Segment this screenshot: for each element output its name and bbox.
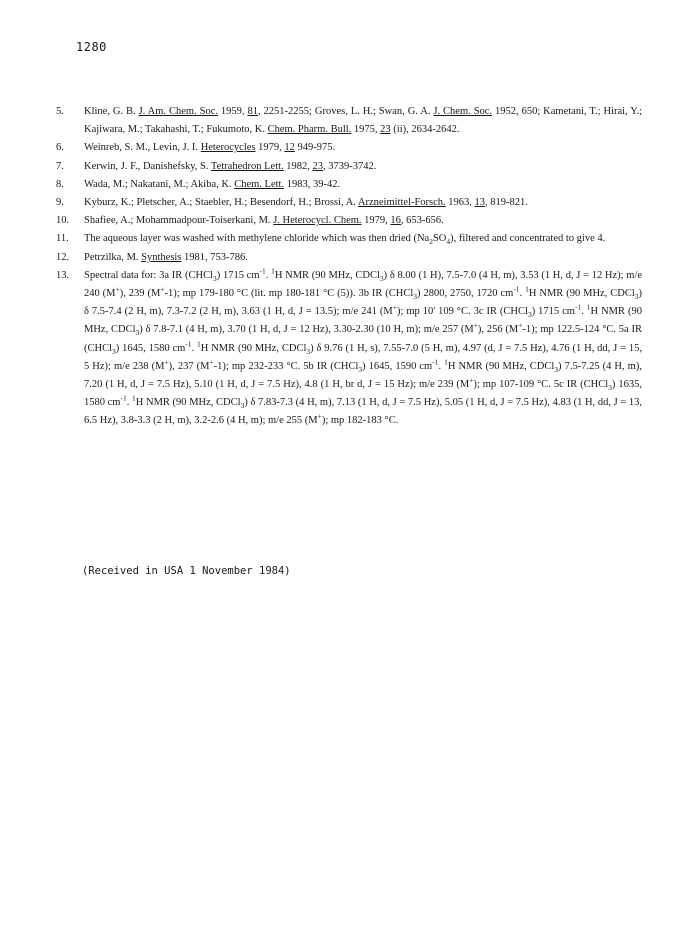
reference-text-segment: + <box>209 357 214 367</box>
reference-text-segment: + <box>164 357 169 367</box>
reference-text-segment: + <box>469 375 474 385</box>
journal-citation: 23 <box>312 160 324 172</box>
reference-text-segment: ); mp 107-109 °C. 5c IR (CHCl <box>473 379 609 391</box>
journal-citation: 16 <box>390 215 401 227</box>
reference-text-segment: -1 <box>513 284 520 294</box>
reference-text-segment: ), filtered and concentrated to give 4. <box>450 233 606 245</box>
reference-text-segment: 3 <box>413 292 418 302</box>
reference-item <box>56 103 642 139</box>
reference-text <box>84 230 642 248</box>
reference-text-segment: . <box>191 342 198 354</box>
reference-text-segment: ) δ 7.5-7.4 (2 H, m), 7.3-7.2 (2 H, m), 3.63 (1 H, d, J = 13.5); m/e 241 (M <box>84 288 643 318</box>
journal-citation: Chem. Lett. <box>234 178 285 190</box>
reference-text <box>84 249 642 267</box>
reference-text-segment: 1 <box>132 393 136 403</box>
reference-text <box>84 103 642 139</box>
reference-text-segment: 2 <box>429 237 433 247</box>
reference-text-segment: 3 <box>240 401 245 411</box>
reference-text-segment: 3 <box>527 310 532 320</box>
reference-text-segment: Weinreb, S. M., Levin, J. I. <box>84 142 201 154</box>
reference-text-segment: 1979, <box>255 142 285 154</box>
reference-item <box>56 212 642 230</box>
reference-number: 7. <box>56 160 64 172</box>
reference-item <box>56 249 642 267</box>
journal-citation: Tetrahedron Lett. <box>210 160 284 172</box>
reference-number: 13. <box>56 269 70 281</box>
reference-text-segment: , 653-656. <box>400 215 444 227</box>
reference-text-segment: Petrzilka, M. <box>84 251 142 263</box>
reference-text-segment: Kline, G. B. <box>84 106 139 117</box>
journal-citation: 23 <box>380 124 391 136</box>
reference-text-segment: . <box>265 269 272 281</box>
reference-text-segment: 1952, 650; Kametani, T.; Hirai, Y.; Kajiwara, M.; Takahashi, T.; Fukumoto, K. <box>84 106 642 136</box>
reference-text-segment: H NMR (90 MHz, CDCl <box>447 360 555 372</box>
reference-text-segment: + <box>473 320 478 330</box>
reference-text-segment: 3 <box>634 292 639 302</box>
journal-citation: Heterocycles <box>200 142 256 154</box>
reference-number: 10. <box>56 215 70 227</box>
reference-item <box>56 230 642 248</box>
reference-text-segment: + <box>160 284 165 294</box>
reference-text-segment: -1 <box>574 302 582 312</box>
reference-text-segment: The aqueous layer was washed with methylene chloride which was then dried (Na <box>84 233 430 245</box>
reference-text-segment: ) 1635, 1580 cm <box>84 379 642 409</box>
reference-text-segment: -1); mp 232-233 °C. 5b IR (CHCl <box>213 360 359 372</box>
reference-text-segment: ) 1715 cm <box>531 306 575 318</box>
reference-text-segment: . <box>438 360 445 372</box>
reference-text-segment: H NMR (90 MHz, CDCl <box>84 306 642 336</box>
reference-text-segment: 949-975. <box>294 142 336 154</box>
reference-text-segment: 1981, 753-786. <box>181 251 248 263</box>
reference-text-segment: 1963, <box>445 197 475 209</box>
reference-text-segment: , 3739-3742. <box>323 160 377 172</box>
reference-item <box>56 158 642 176</box>
reference-text-segment: 3 <box>554 364 559 374</box>
reference-text-segment: 1 <box>586 302 591 312</box>
reference-text <box>84 139 642 157</box>
reference-text-segment: ), 237 (M <box>168 360 210 372</box>
reference-text <box>84 267 642 431</box>
reference-text-segment: , 819-821. <box>485 197 528 209</box>
reference-text-segment: 3 <box>306 346 311 356</box>
reference-text-segment: -1); mp 122.5-124 °C. 5a IR (CHCl <box>84 324 642 354</box>
reference-text-segment: H NMR (90 MHz, CDCl <box>135 397 241 409</box>
reference-text-segment: Shafiee, A.; Mohammadpour-Toiserkani, M. <box>84 215 274 227</box>
reference-text-segment: -1 <box>120 393 127 403</box>
reference-text-segment: -1 <box>432 357 439 367</box>
reference-text-segment: H NMR (90 MHz, CDCl <box>274 269 380 281</box>
reference-number: 12. <box>56 251 70 263</box>
reference-text-segment: ) δ 8.00 (1 H), 7.5-7.0 (4 H, m), 3.53 (1 H, d, J = 12 Hz); m/e 240 (M <box>84 269 643 300</box>
reference-text-segment: 1 <box>444 357 448 367</box>
reference-number: 9. <box>56 197 64 209</box>
reference-text-segment: Kyburz, K.; Pletscher, A.; Staebler, H.; Besendorf, H.; Brossi, A. <box>84 197 358 209</box>
reference-text-segment: ) 7.5-7.25 (4 H, m), 7.20 (1 H, d, J = 7.5 Hz), 5.10 (1 H, d, J = 7.5 Hz), 4.8 (1 H, br d, J = 15 Hz); m/e 239 (M <box>84 360 642 391</box>
reference-text-segment: ) 1715 cm <box>216 269 260 281</box>
reference-item <box>56 267 642 431</box>
reference-text-segment: 3 <box>135 328 140 338</box>
reference-item <box>56 176 642 194</box>
reference-text-segment: 1959, <box>217 106 248 117</box>
reference-text-segment: . <box>519 288 526 300</box>
reference-text-segment: 3 <box>358 364 363 374</box>
reference-text-segment: . <box>581 306 587 318</box>
reference-text-segment: 1983, 39-42. <box>284 178 341 190</box>
reference-text <box>84 158 642 176</box>
reference-text-segment: H NMR (90 MHz, CDCl <box>200 342 307 354</box>
journal-citation: 12 <box>284 142 295 154</box>
journal-citation: 81 <box>247 106 258 117</box>
reference-text-segment: , 2251-2255; Groves, L. H.; Swan, G. A. <box>257 106 434 117</box>
reference-text-segment: 4 <box>446 237 451 247</box>
reference-number: 8. <box>56 178 64 190</box>
journal-citation: 13 <box>474 197 486 209</box>
reference-item <box>56 194 642 212</box>
reference-list <box>56 103 642 431</box>
reference-text-segment: ); mp 182-183 °C. <box>321 415 399 427</box>
reference-text-segment: 1975, <box>351 124 381 136</box>
reference-text-segment: + <box>392 302 397 312</box>
reference-text-segment: ) δ 7.8-7.1 (4 H, m), 3.70 (1 H, d, J = 12 Hz), 3.30-2.30 (10 H, m); m/e 257 (M <box>139 324 474 336</box>
reference-text-segment: 3 <box>608 383 612 393</box>
reference-number: 6. <box>56 142 64 154</box>
reference-text-segment: Wada, M.; Nakatani, M.; Akiba, K. <box>84 178 235 190</box>
reference-text-segment: ); mp 10' 109 °C. 3c IR (CHCl <box>396 306 528 318</box>
reference-text-segment: 1 <box>197 339 201 349</box>
reference-item <box>56 139 642 157</box>
reference-text-segment: -1 <box>259 266 266 276</box>
reference-number: 5. <box>56 106 64 117</box>
reference-text-segment: + <box>518 320 523 330</box>
journal-citation: Chem. Pharm. Bull. <box>267 124 352 136</box>
reference-text-segment: 3 <box>379 273 384 283</box>
reference-text-segment: ) 1645, 1580 cm <box>115 342 186 354</box>
reference-text-segment: + <box>115 284 120 294</box>
reference-text-segment: -1); mp 179-180 °C (lit. mp 180-181 °C (5)). 3b IR (CHCl <box>164 288 414 300</box>
reference-text-segment: (ii), 2634-2642. <box>390 124 460 136</box>
reference-number: 11. <box>56 233 69 245</box>
reference-text-segment: 3 <box>112 346 116 356</box>
reference-text-segment: ) 2800, 2750, 1720 cm <box>417 288 514 300</box>
reference-text-segment: ) 1645, 1590 cm <box>362 360 433 372</box>
reference-text <box>84 212 642 230</box>
reference-text-segment: 1 <box>525 284 529 294</box>
reference-text-segment: 1 <box>271 266 275 276</box>
reference-text <box>84 194 642 212</box>
journal-citation: J. Heterocycl. Chem. <box>273 215 362 227</box>
reference-text-segment: ) δ 7.83-7.3 (4 H, m), 7.13 (1 H, d, J = 7.5 Hz), 5.05 (1 H, d, J = 7.5 Hz), 4.83 (1 H, dd, J = 13, 6.5 Hz), 3.8-3.3 (2 H, m), 3.2-2.6 (4 H, m); m/e 255 (M <box>84 397 643 427</box>
reference-text-segment: Spectral data for: 3a IR (CHCl <box>84 269 213 281</box>
reference-text-segment: Kerwin, J. F., Danishefsky, S. <box>84 160 211 172</box>
reference-text-segment: 3 <box>213 273 217 283</box>
journal-citation: Synthesis <box>141 251 182 263</box>
reference-text-segment: -1 <box>185 339 192 349</box>
received-note: (Received in USA 1 November 1984) <box>82 565 291 577</box>
reference-text-segment: ) δ 9.76 (1 H, s), 7.55-7.0 (5 H, m), 4.97 (d, J = 7.5 Hz), 4.76 (1 H, dd, J = 15, 5 Hz); m/e 238 (M <box>84 342 643 372</box>
reference-text-segment: 1979, <box>361 215 391 227</box>
reference-text-segment: ), 256 (M <box>477 324 519 336</box>
reference-text-segment: . <box>126 397 133 409</box>
journal-citation: J. Chem. Soc. <box>433 106 493 117</box>
reference-text-segment: 1982, <box>283 160 313 172</box>
reference-text-segment: H NMR (90 MHz, CDCl <box>528 288 635 300</box>
journal-citation: Arzneimittel-Forsch. <box>357 197 446 209</box>
journal-citation: J. Am. Chem. Soc. <box>138 106 218 117</box>
reference-text <box>84 176 642 194</box>
page-number: 1280 <box>76 40 107 54</box>
reference-text-segment: SO <box>432 233 447 245</box>
reference-text-segment: + <box>317 411 322 421</box>
reference-text-segment: ), 239 (M <box>119 288 161 300</box>
